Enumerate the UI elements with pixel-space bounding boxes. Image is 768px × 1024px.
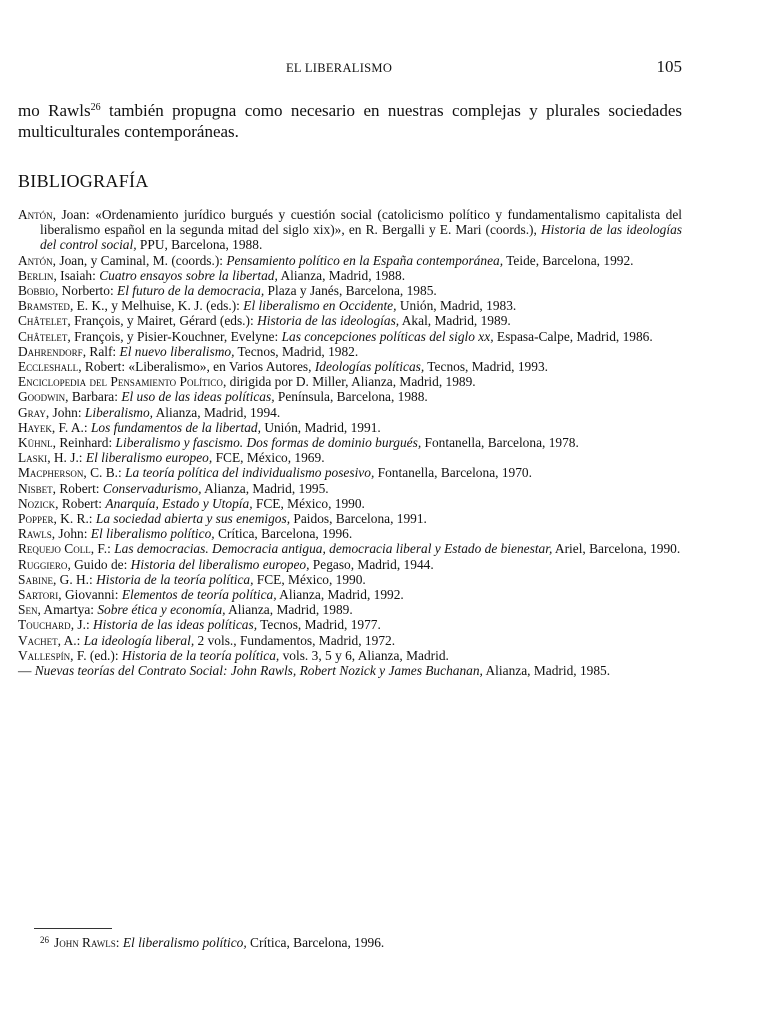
bibliography-entry: [18, 465, 682, 480]
entry-text: , Giovanni:: [58, 587, 122, 603]
entry-title: Historia de la teoría política,: [121, 647, 280, 663]
bibliography-entry: [18, 313, 682, 328]
entry-publication: Península, Barcelona, 1988.: [274, 389, 428, 405]
bibliography-entry: [18, 405, 682, 420]
entry-title: Liberalismo,: [84, 404, 153, 420]
entry-publication: Fontanella, Barcelona, 1978.: [421, 435, 579, 451]
bibliography-entry: [18, 663, 682, 678]
entry-publication: Alianza, Madrid, 1992.: [276, 587, 404, 603]
footnote-text: :: [115, 935, 123, 950]
entry-title: Los fundamentos de la libertad,: [90, 419, 261, 435]
bibliography-entry: [18, 450, 682, 465]
entry-publication: Crítica, Barcelona, 1996.: [214, 526, 353, 542]
entry-publication: FCE, México, 1969.: [212, 450, 325, 466]
bibliography-entry: [18, 298, 682, 313]
entry-title: La ideología liberal,: [83, 632, 195, 648]
entry-text: , H. J.:: [47, 450, 86, 466]
entry-author: Eccleshall: [18, 359, 79, 375]
bibliography-entry: [18, 526, 682, 541]
page-number: 105: [656, 57, 682, 76]
entry-title: Historia de las ideologías,: [257, 313, 400, 329]
entry-publication: Akal, Madrid, 1989.: [399, 313, 511, 329]
entry-author: Dahrendorf: [18, 343, 83, 359]
bibliography-entry: [18, 481, 682, 496]
entry-text: , François, y Pisier-Kouchner, Evelyne:: [67, 328, 282, 344]
entry-author: Vachet: [18, 632, 58, 648]
entry-title: Conservadurismo,: [102, 480, 202, 496]
entry-author: Sabine: [18, 571, 53, 587]
entry-title: Las concepciones políticas del siglo xx,: [281, 328, 494, 344]
entry-publication: Plaza y Janés, Barcelona, 1985.: [264, 283, 437, 299]
section-heading: BIBLIOGRAFÍA: [18, 171, 149, 191]
entry-text: , Norberto:: [54, 283, 118, 299]
entry-title: Historia del liberalismo europeo,: [130, 556, 310, 572]
bibliography-entry: [18, 511, 682, 526]
entry-title: Anarquía, Estado y Utopía,: [105, 495, 253, 511]
entry-text: , F. A.:: [51, 419, 91, 435]
entry-text: , Ralf:: [82, 343, 120, 359]
bibliography-entry: [18, 572, 682, 587]
bibliography-entry: [18, 253, 682, 268]
entry-title: El uso de las ideas políticas,: [121, 389, 275, 405]
bibliography-entry: [18, 329, 682, 344]
entry-publication: Pegaso, Madrid, 1944.: [309, 556, 434, 572]
entry-title: El nuevo liberalismo,: [119, 343, 235, 359]
entry-text: , A.:: [57, 632, 84, 648]
entry-title: Pensamiento político en la España contemporánea,: [226, 252, 504, 268]
footnote: [40, 935, 384, 951]
entry-author: Touchard: [18, 617, 71, 633]
entry-text: , Robert: «Liberalismo», en Varios Autores,: [78, 359, 315, 375]
entry-title: Ideologías políticas,: [314, 359, 425, 375]
entry-author: Châtelet: [18, 328, 68, 344]
entry-author: Macpherson: [18, 465, 84, 481]
footnote-reference: 26: [90, 102, 101, 113]
bibliography-entry: [18, 617, 682, 632]
footnote-tail: Crítica, Barcelona, 1996.: [246, 935, 385, 950]
entry-text: , John:: [45, 404, 85, 420]
bibliography-entry: [18, 587, 682, 602]
entry-publication: Tecnos, Madrid, 1993.: [424, 359, 548, 375]
entry-author: Hayek: [18, 419, 52, 435]
entry-author: Requejo Coll: [18, 541, 91, 557]
entry-text: , Reinhard:: [52, 435, 116, 451]
entry-text: , Guido de:: [67, 556, 131, 572]
entry-title: La sociedad abierta y sus enemigos,: [95, 511, 291, 527]
bibliography-entry: [18, 207, 682, 253]
entry-text: , Isaiah:: [53, 267, 100, 283]
entry-publication: 2 vols., Fundamentos, Madrid, 1972.: [194, 632, 396, 648]
entry-title: El futuro de la democracia,: [117, 283, 265, 299]
entry-author: Berlin: [18, 267, 54, 283]
entry-text: , dirigida por D. Miller, Alianza, Madrid, 1989.: [222, 374, 476, 390]
entry-author: Rawls: [18, 526, 52, 542]
footnote-author: John Rawls: [54, 935, 116, 950]
bibliography-entry: [18, 435, 682, 450]
entry-title: El liberalismo político,: [90, 526, 215, 542]
bibliography-entry: [18, 420, 682, 435]
entry-author: Nozick: [18, 495, 56, 511]
entry-publication: Espasa-Calpe, Madrid, 1986.: [493, 328, 653, 344]
entry-author: Antón: [18, 207, 53, 222]
entry-publication: Fontanella, Barcelona, 1970.: [374, 465, 532, 481]
bibliography-entry: [18, 602, 682, 617]
entry-author: Sen: [18, 602, 38, 618]
entry-title: Cuatro ensayos sobre la libertad,: [99, 267, 278, 283]
entry-publication: vols. 3, 5 y 6, Alianza, Madrid.: [279, 647, 449, 663]
entry-author: Laski: [18, 450, 48, 466]
entry-text: , C. B.:: [83, 465, 126, 481]
bibliography-entry: [18, 541, 682, 556]
entry-author: Bramsted: [18, 298, 70, 314]
bibliography-entry: [18, 648, 682, 663]
bibliography-entry: [18, 374, 682, 389]
entry-text: , Barbara:: [65, 389, 122, 405]
entry-publication: Paidos, Barcelona, 1991.: [290, 511, 427, 527]
entry-text: , Joan, y Caminal, M. (coords.):: [52, 252, 227, 268]
entry-text: , F.:: [90, 541, 115, 557]
entry-title: Liberalismo y fascismo. Dos formas de dominio burgués,: [115, 435, 422, 451]
entry-publication: PPU, Barcelona, 1988.: [136, 237, 263, 253]
bibliography-entry: [18, 268, 682, 283]
entry-publication: Alianza, Madrid, 1994.: [153, 404, 281, 420]
entry-text: , E. K., y Melhuise, K. J. (eds.):: [69, 298, 244, 314]
intro-text-start: mo Rawls: [18, 101, 91, 120]
entry-text: , G. H.:: [52, 571, 97, 587]
entry-publication: Tecnos, Madrid, 1982.: [234, 343, 359, 359]
entry-publication: Teide, Barcelona, 1992.: [503, 252, 634, 268]
entry-author: Enciclopedia del Pensamiento Político: [18, 374, 223, 390]
entry-title: El liberalismo europeo,: [85, 450, 213, 466]
entry-text: , K. R.:: [53, 511, 96, 527]
entry-text: , Robert:: [52, 480, 103, 496]
entry-text: , Amartya:: [37, 602, 98, 618]
entry-title: Historia de las ideas políticas,: [93, 617, 258, 633]
entry-publication: Unión, Madrid, 1991.: [260, 419, 381, 435]
entry-publication: FCE, México, 1990.: [252, 495, 365, 511]
running-head: EL LIBERALISMO: [286, 61, 393, 75]
entry-text: , John:: [51, 526, 91, 542]
entry-author: Châtelet: [18, 313, 68, 329]
entry-author: —: [18, 663, 32, 679]
entry-author: Ruggiero: [18, 556, 68, 572]
footnote-title: El liberalismo político,: [122, 935, 247, 950]
entry-publication: Alianza, Madrid, 1995.: [201, 480, 329, 496]
footnote-rule: [34, 928, 112, 929]
entry-text: , François, y Mairet, Gérard (eds.):: [67, 313, 258, 329]
entry-author: Antón: [18, 252, 53, 268]
entry-author: Gray: [18, 404, 46, 420]
entry-title: Nuevas teorías del Contrato Social: John Rawls, Robert Nozick y James Buchanan,: [34, 663, 483, 679]
entry-author: Bobbio: [18, 283, 55, 299]
bibliography-entry: [18, 283, 682, 298]
entry-publication: Alianza, Madrid, 1985.: [482, 663, 611, 679]
footnote-number: 26: [40, 935, 49, 945]
bibliography-list: [18, 207, 682, 678]
entry-text: , Joan: «Ordenamiento jurídico burgués y cuestión social (catolicismo político y fundamentalismo capitalista del liberalismo español en la segunda mitad del siglo xix)», en R. Bergalli y E. Mari (coords.),: [40, 207, 682, 238]
entry-text: , F. (ed.):: [70, 647, 122, 663]
intro-text-end: también propugna como necesario en nuestras complejas y plurales sociedades multiculturales contemporáneas.: [18, 101, 682, 141]
entry-publication: Unión, Madrid, 1983.: [396, 298, 517, 314]
bibliography-entry: [18, 557, 682, 572]
entry-title: El liberalismo en Occidente,: [243, 298, 397, 314]
entry-title: Las democracias. Democracia antigua, democracia liberal y Estado de bienestar,: [114, 541, 553, 557]
bibliography-entry: [18, 389, 682, 404]
bibliography-entry: [18, 359, 682, 374]
entry-text: , J.:: [70, 617, 94, 633]
entry-title: Sobre ética y economía,: [97, 602, 226, 618]
entry-publication: Alianza, Madrid, 1988.: [277, 267, 406, 283]
entry-author: Vallespín: [18, 647, 71, 663]
entry-publication: FCE, México, 1990.: [253, 571, 366, 587]
bibliography-entry: [18, 344, 682, 359]
entry-author: Goodwin: [18, 389, 66, 405]
entry-author: Sartori: [18, 587, 59, 603]
bibliography-entry: [18, 633, 682, 648]
entry-author: Kühnl: [18, 435, 53, 451]
entry-title: Historia de la teoría política,: [96, 571, 254, 587]
entry-publication: Ariel, Barcelona, 1990.: [552, 541, 681, 557]
entry-title: Elementos de teoría política,: [121, 587, 277, 603]
entry-publication: Tecnos, Madrid, 1977.: [257, 617, 381, 633]
entry-author: Popper: [18, 511, 54, 527]
entry-title: Historia de las ideologías del control social,: [40, 222, 682, 253]
entry-text: , Robert:: [55, 495, 106, 511]
entry-publication: Alianza, Madrid, 1989.: [225, 602, 353, 618]
bibliography-entry: [18, 496, 682, 511]
intro-paragraph: [18, 97, 682, 142]
entry-title: La teoría política del individualismo posesivo,: [125, 465, 375, 481]
entry-author: Nisbet: [18, 480, 53, 496]
